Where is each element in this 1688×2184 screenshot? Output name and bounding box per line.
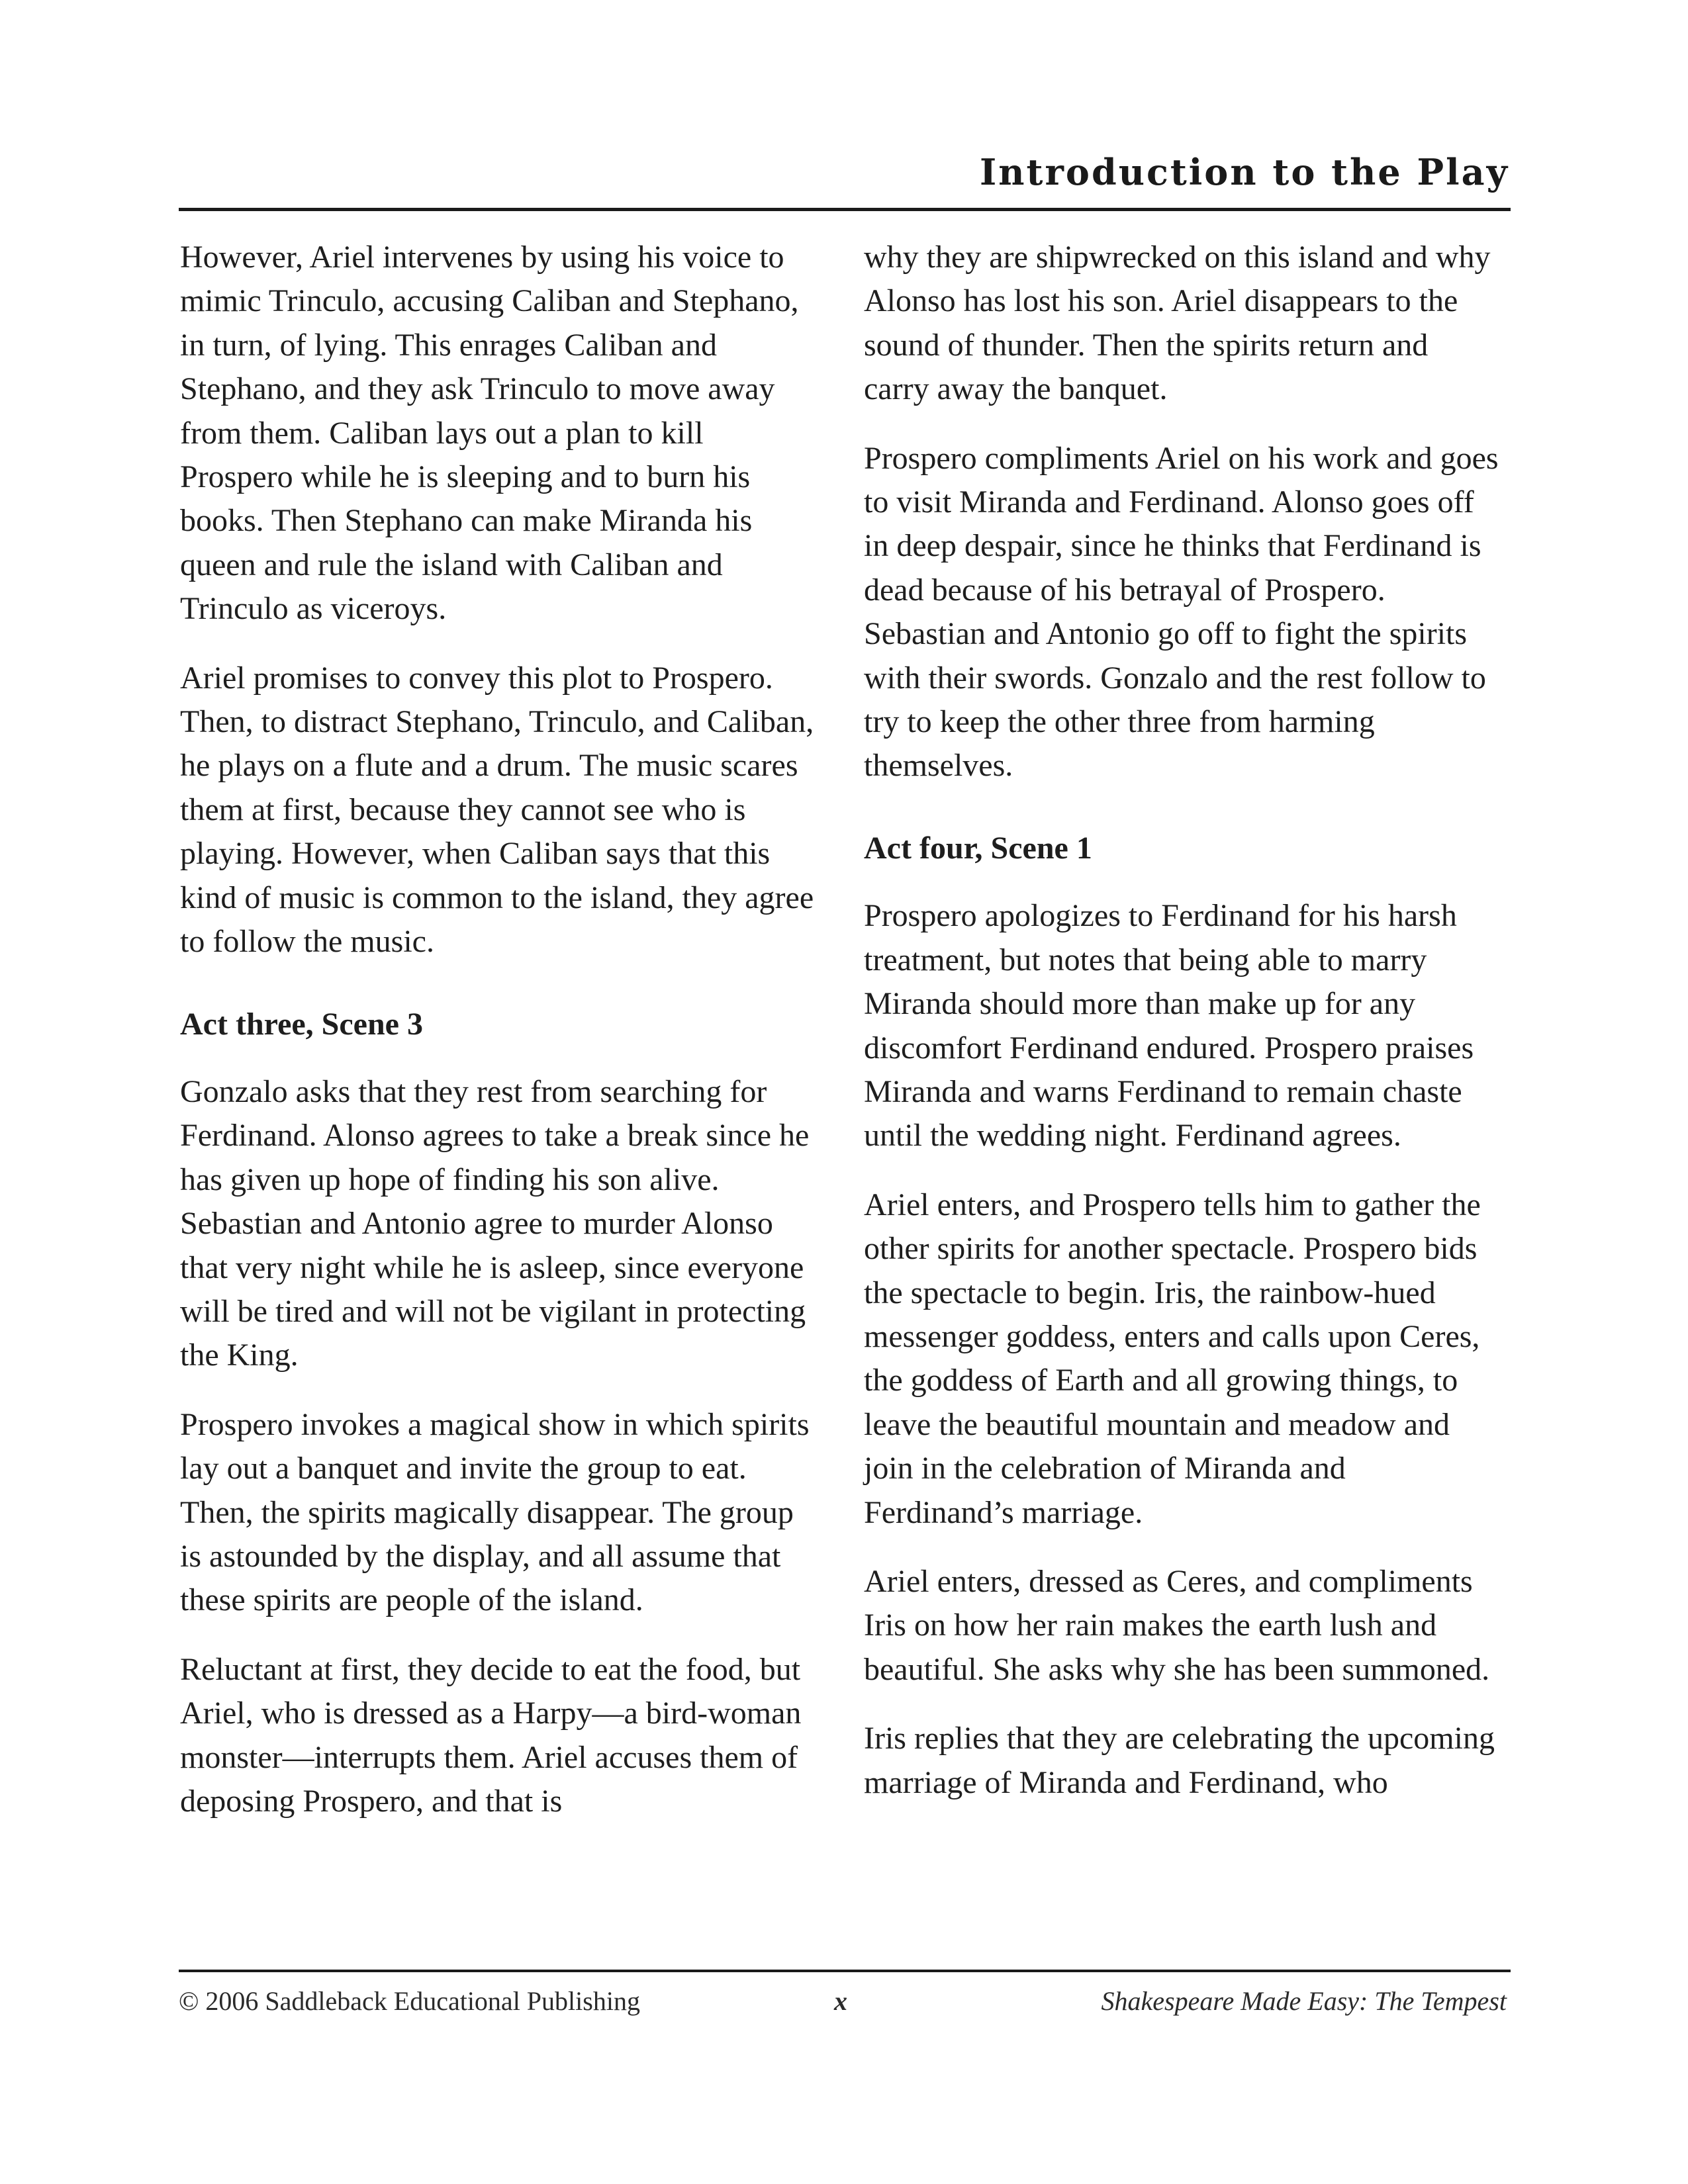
paragraph: why they are shipwrecked on this island and why Alonso has lost his son. Ariel disappears to the sound of thunder. Then the spirits return and carry away the banquet. [864,240,1491,407]
footer-rule [179,1970,1511,1972]
page-footer [179,1985,1511,2025]
paragraph: Prospero compliments Ariel on his work and goes to visit Miranda and Ferdinand. Alonso goes off in deep despair, since he thinks that Ferdinand is dead because of his betrayal of Prospero. Sebastian and Antonio go off to fight the spirits with their swords. Gonzalo and the rest follow to try to keep the other three from harming themselves. [864,440,1499,784]
copyright-text: © 2006 Saddleback Educational Publishing [179,1986,640,2016]
book-title: Shakespeare Made Easy: The Tempest [1101,1986,1507,2016]
paragraph: Gonzalo asks that they rest from searching for Ferdinand. Alonso agrees to take a break since he has given up hope of finding his son alive. Sebastian and Antonio agree to murder Alonso that very night while he is asleep, since everyone will be tired and will not be vigilant in protecting the King. [180,1073,810,1373]
paragraph: However, Ariel intervenes by using his voice to mimic Trinculo, accusing Caliban and Stephano, in turn, of lying. This enrages Caliban and Stephano, and they ask Trinculo to move away from them. Caliban lays out a plan to kill Prospero while he is sleeping and to burn his books. Then Stephano can make Miranda his queen and rule the island with Caliban and Trinculo as viceroys. [180,240,799,627]
paragraph: Iris replies that they are celebrating the upcoming marriage of Miranda and Ferdinand, who [864,1721,1495,1800]
paragraph: Reluctant at first, they decide to eat the food, but Ariel, who is dressed as a Harpy—a bird-woman monster—interrupts them. Ariel accuses them of deposing Prospero, and that is [180,1651,802,1819]
page-header-title: Introduction to the Play [980,151,1509,193]
header-rule [179,208,1511,211]
left-column [180,236,816,1848]
paragraph: Ariel enters, and Prospero tells him to gather the other spirits for another spectacle. Prospero bids the spectacle to begin. Iris, the rainbow-hued messenger goddess, enters and calls upon Ceres, the goddess of Earth and all growing things, to leave the beautiful mountain and meadow and join in the celebration of Miranda and Ferdinand’s marriage. [864,1187,1481,1530]
paragraph: Prospero apologizes to Ferdinand for his harsh treatment, but notes that being able to marry Miranda should more than make up for any discomfort Ferdinand endured. Prospero praises Miranda and warns Ferdinand to remain chaste until the wedding night. Ferdinand agrees. [864,898,1474,1154]
section-heading: Act three, Scene 3 [180,1006,423,1042]
paragraph: Ariel enters, dressed as Ceres, and compliments Iris on how her rain makes the earth lush and beautiful. She asks why she has been summoned. [864,1563,1490,1687]
page-number: x [834,1986,847,2016]
paragraph: Ariel promises to convey this plot to Prospero. Then, to distract Stephano, Trinculo, and Caliban, he plays on a flute and a drum. The music scares them at first, because they cannot see who is playing. However, when Caliban says that this kind of music is common to the island, they agree to follow the music. [180,660,814,960]
paragraph: Prospero invokes a magical show in which spirits lay out a banquet and invite the group to eat. Then, the spirits magically disappear. The group is astounded by the display, and all assume that these spirits are people of the island. [180,1406,810,1618]
section-heading: Act four, Scene 1 [864,830,1092,866]
right-column [864,236,1499,1830]
